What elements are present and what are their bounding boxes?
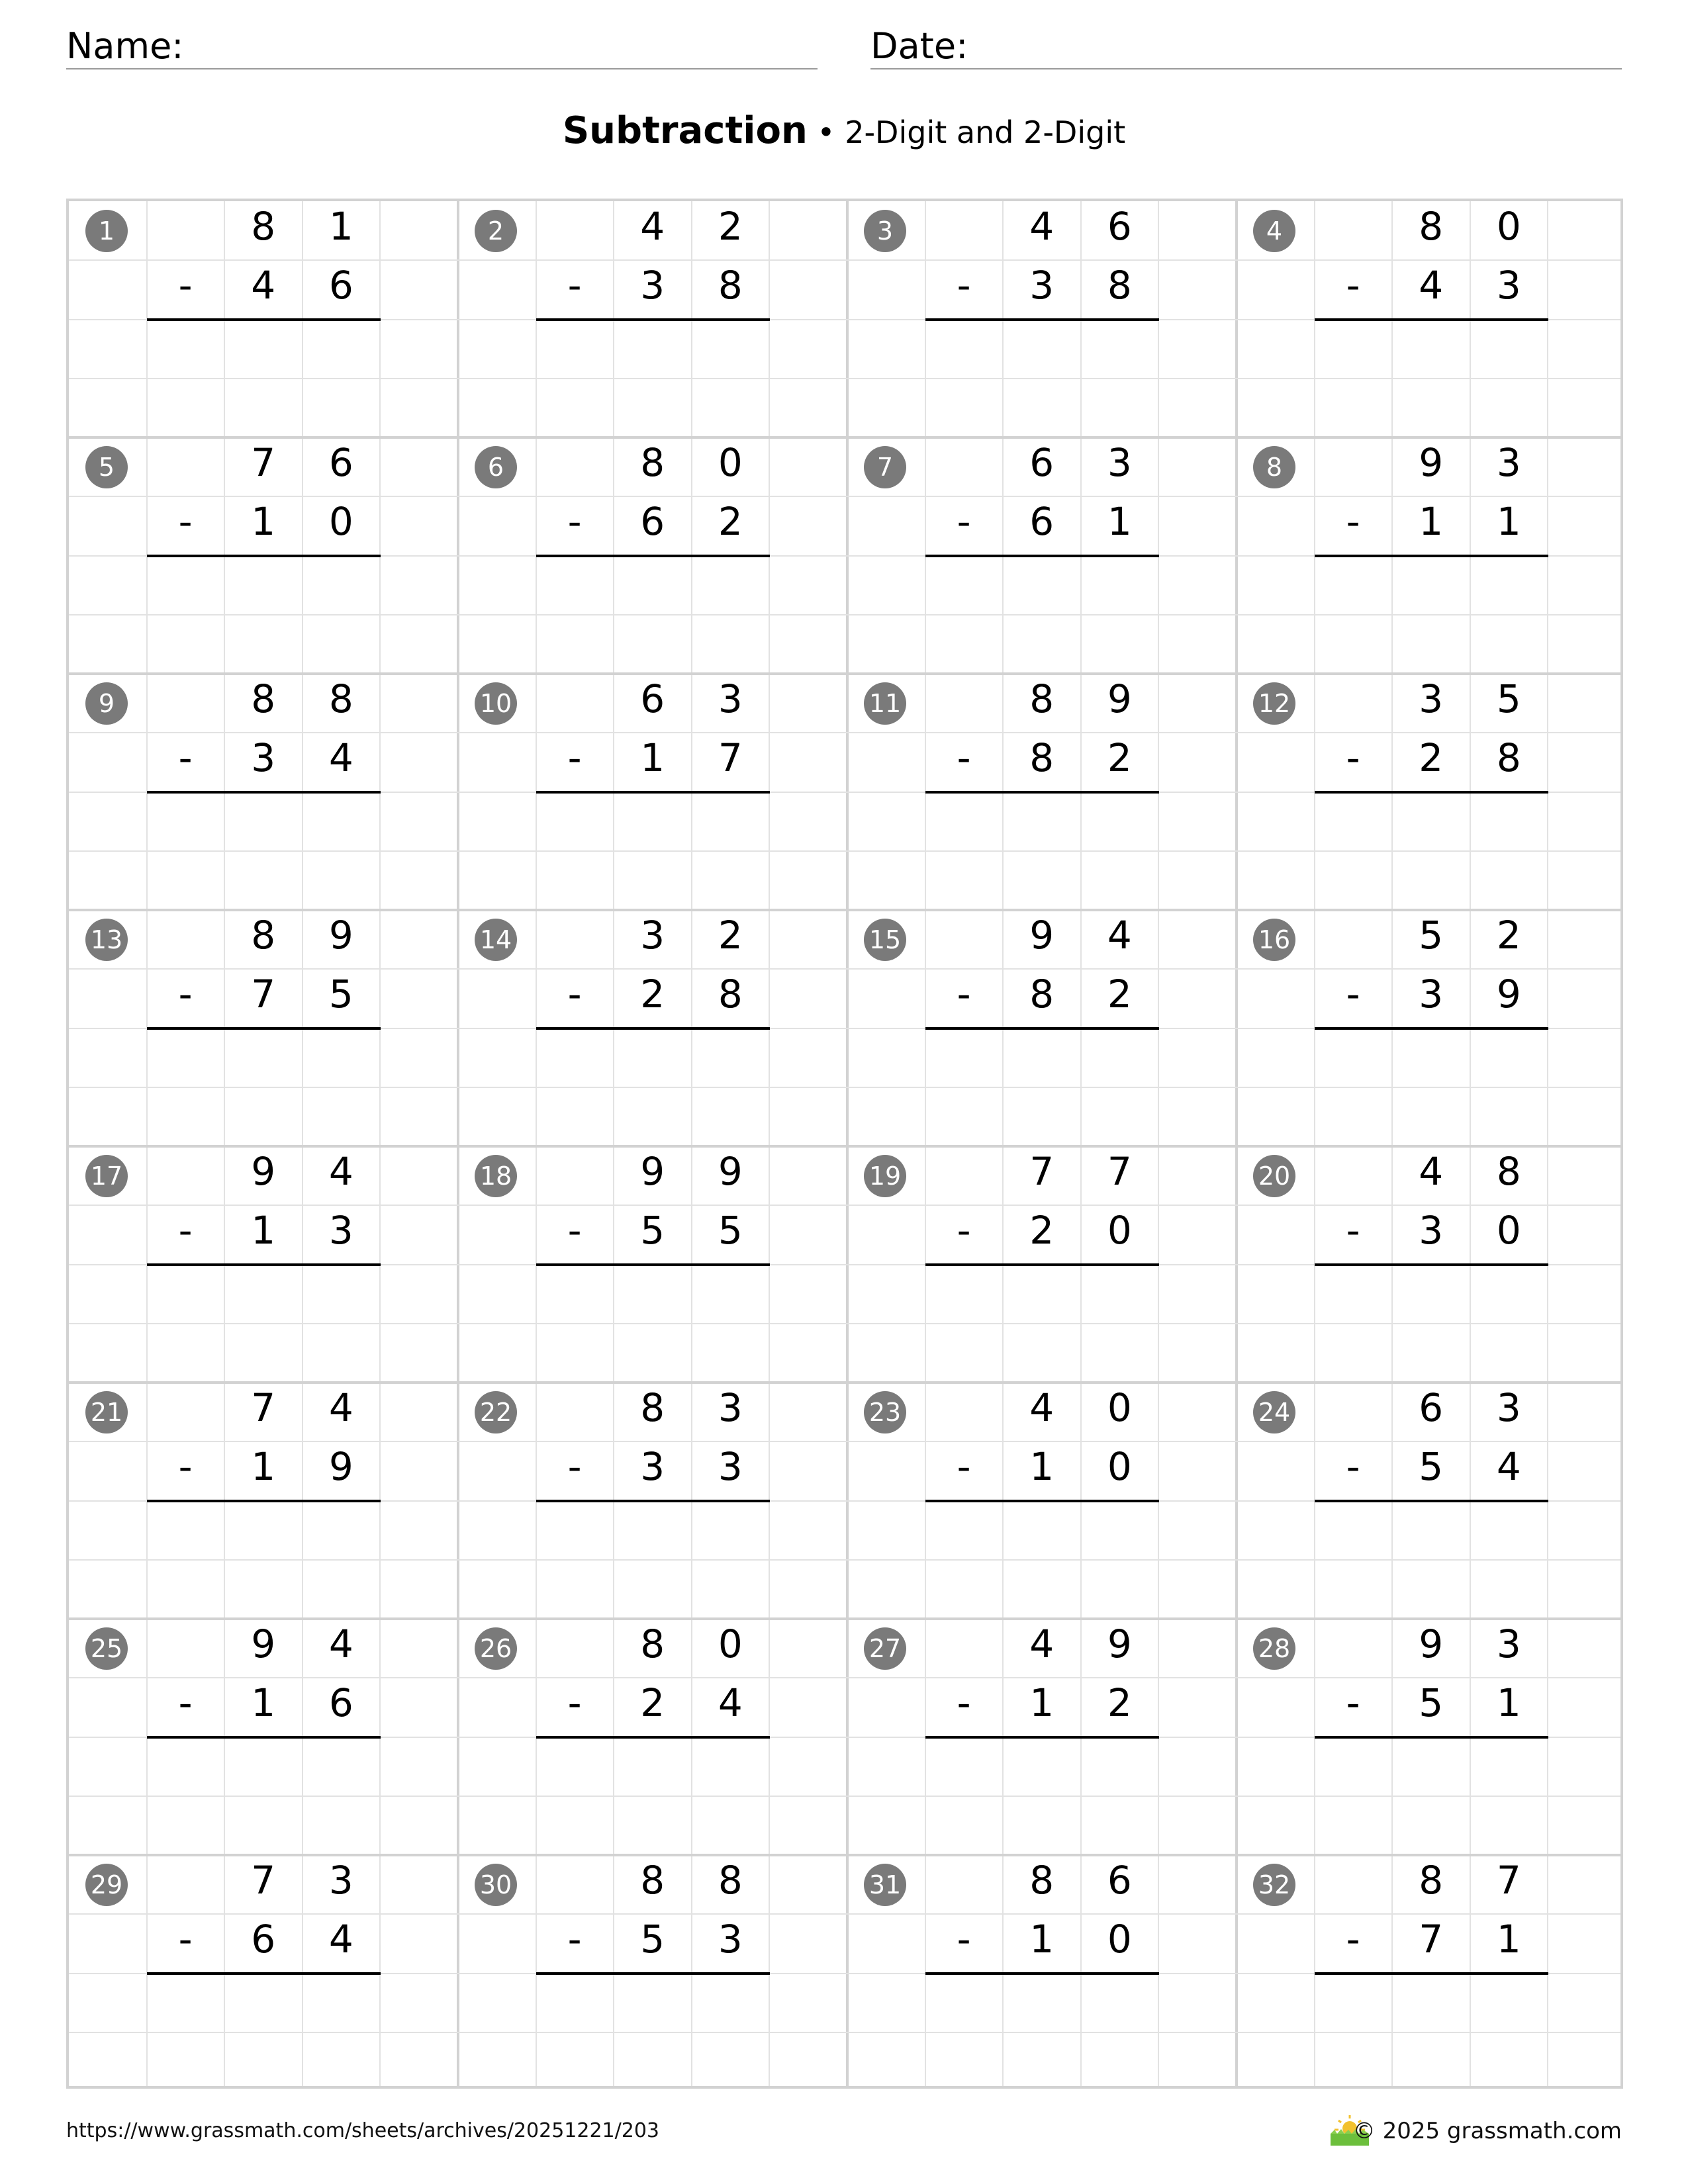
subtrahend-ones-digit: 1 [1496,499,1521,545]
subtrahend-ones-digit: 1 [1107,499,1132,545]
answer-area[interactable] [925,1975,1159,2087]
minus-sign: - [178,1444,193,1490]
minus-sign: - [178,263,193,308]
minus-sign: - [957,1208,971,1253]
minuend-ones-digit: 8 [1496,1149,1521,1194]
subtrahend-ones-digit: 5 [718,1208,743,1253]
minus-sign: - [957,735,971,781]
subtrahend-ones-digit: 3 [718,1444,743,1490]
subtrahend-ones-digit: 3 [1496,263,1521,308]
minuend-ones-digit: 4 [328,1621,353,1666]
subtrahend-tens-digit: 1 [1029,1444,1055,1490]
minuend-ones-digit: 2 [1496,913,1521,958]
subtrahend-tens-digit: 5 [1419,1680,1444,1726]
subtrahend-ones-digit: 3 [328,1208,353,1253]
minuend-ones-digit: 9 [1107,676,1132,721]
minuend-tens-digit: 8 [1029,1858,1055,1903]
problem-number-badge: 31 [864,1864,906,1906]
minuend-tens-digit: 9 [1029,913,1055,958]
problem [847,910,1237,1146]
subtrahend-ones-digit: 6 [328,1680,353,1726]
subtrahend-tens-digit: 5 [640,1208,665,1253]
minuend-tens-digit: 9 [640,1149,665,1194]
minus-sign: - [567,263,582,308]
subtrahend-tens-digit: 1 [1419,499,1444,545]
subtrahend-ones-digit: 7 [718,735,743,781]
minus-sign: - [1346,1680,1360,1726]
minuend-ones-digit: 8 [718,1858,743,1903]
minuend-tens-digit: 9 [251,1149,276,1194]
minuend-ones-digit: 2 [718,913,743,958]
answer-area[interactable] [147,321,381,433]
minus-sign: - [1346,972,1360,1017]
problem [458,1383,847,1619]
minuend-ones-digit: 0 [1107,1385,1132,1430]
subtrahend-tens-digit: 4 [1419,263,1444,308]
problem [69,1619,458,1855]
minuend-ones-digit: 3 [1496,1385,1521,1430]
subtrahend-ones-digit: 8 [718,263,743,308]
subtrahend-tens-digit: 4 [251,263,276,308]
answer-area[interactable] [925,1266,1159,1379]
subtrahend-tens-digit: 5 [1419,1444,1444,1490]
minuend-ones-digit: 3 [328,1858,353,1903]
minuend-ones-digit: 4 [328,1385,353,1430]
subtrahend-tens-digit: 1 [1029,1680,1055,1726]
problem-number-badge: 18 [475,1155,517,1197]
problem-number-badge: 10 [475,682,517,725]
minuend-ones-digit: 9 [328,913,353,958]
answer-area[interactable] [536,1502,770,1615]
minus-sign: - [957,972,971,1017]
subtrahend-ones-digit: 8 [1107,263,1132,308]
problem [1237,910,1626,1146]
minuend-ones-digit: 0 [718,1621,743,1666]
problem-number-badge: 30 [475,1864,517,1906]
problem-number-badge: 7 [864,446,906,488]
problem-number-badge: 2 [475,210,517,252]
subtrahend-ones-digit: 4 [328,735,353,781]
minuend-tens-digit: 9 [1419,1621,1444,1666]
problem [69,1146,458,1383]
minus-sign: - [567,735,582,781]
subtrahend-ones-digit: 5 [328,972,353,1017]
minuend-tens-digit: 3 [1419,676,1444,721]
minus-sign: - [567,972,582,1017]
subtrahend-ones-digit: 9 [1496,972,1521,1017]
subtrahend-tens-digit: 1 [251,499,276,545]
subtrahend-ones-digit: 9 [328,1444,353,1490]
minuend-ones-digit: 7 [1496,1858,1521,1903]
answer-area[interactable] [147,1502,381,1615]
subtrahend-ones-digit: 2 [1107,1680,1132,1726]
problem [458,1619,847,1855]
date-label: Date: [870,25,968,67]
minuend-tens-digit: 3 [640,913,665,958]
minus-sign: - [957,499,971,545]
answer-area[interactable] [147,1975,381,2087]
answer-area[interactable] [536,321,770,433]
problem-number-badge: 9 [85,682,128,725]
minuend-ones-digit: 3 [718,676,743,721]
answer-area[interactable] [925,557,1159,670]
minus-sign: - [178,972,193,1017]
subtrahend-ones-digit: 0 [1107,1917,1132,1962]
subtrahend-ones-digit: 0 [328,499,353,545]
answer-area[interactable] [536,1030,770,1142]
problem [69,1383,458,1619]
subtrahend-tens-digit: 6 [640,499,665,545]
minuend-tens-digit: 9 [251,1621,276,1666]
problem [1237,1855,1626,2091]
subtrahend-tens-digit: 6 [251,1917,276,1962]
answer-area[interactable] [1315,557,1548,670]
minuend-tens-digit: 8 [251,676,276,721]
minuend-ones-digit: 5 [1496,676,1521,721]
minuend-tens-digit: 6 [1419,1385,1444,1430]
subtrahend-tens-digit: 1 [251,1680,276,1726]
answer-area[interactable] [147,1030,381,1142]
subtrahend-tens-digit: 3 [251,735,276,781]
minuend-tens-digit: 4 [1029,1621,1055,1666]
minus-sign: - [178,499,193,545]
problem [69,1855,458,2091]
answer-area[interactable] [536,794,770,906]
minus-sign: - [957,1917,971,1962]
answer-area[interactable] [147,1739,381,1851]
problem-number-badge: 12 [1253,682,1295,725]
answer-area[interactable] [1315,1502,1548,1615]
problem-number-badge: 19 [864,1155,906,1197]
minus-sign: - [1346,1208,1360,1253]
title-main: Subtraction [562,109,808,152]
subtrahend-ones-digit: 0 [1107,1208,1132,1253]
minuend-tens-digit: 9 [1419,440,1444,485]
subtrahend-tens-digit: 2 [1419,735,1444,781]
answer-area[interactable] [925,1502,1159,1615]
minus-sign: - [567,1444,582,1490]
problem [1237,1146,1626,1383]
minuend-tens-digit: 6 [640,676,665,721]
answer-area[interactable] [147,794,381,906]
minus-sign: - [567,499,582,545]
subtrahend-ones-digit: 2 [1107,972,1132,1017]
problem [847,674,1237,910]
subtrahend-tens-digit: 6 [1029,499,1055,545]
minus-sign: - [1346,735,1360,781]
answer-area[interactable] [1315,794,1548,906]
problem-number-badge: 4 [1253,210,1295,252]
problem [1237,1383,1626,1619]
subtrahend-ones-digit: 2 [718,499,743,545]
minuend-ones-digit: 3 [1496,440,1521,485]
problem-number-badge: 1 [85,210,128,252]
minus-sign: - [178,1680,193,1726]
problem [69,910,458,1146]
title-subtitle: • 2-Digit and 2-Digit [807,114,1126,150]
minus-sign: - [567,1680,582,1726]
answer-area[interactable] [1315,1739,1548,1851]
minuend-ones-digit: 3 [1496,1621,1521,1666]
minuend-ones-digit: 8 [328,676,353,721]
minuend-tens-digit: 8 [251,913,276,958]
minus-sign: - [178,735,193,781]
minuend-ones-digit: 4 [328,1149,353,1194]
problem [1237,1619,1626,1855]
subtrahend-tens-digit: 3 [640,263,665,308]
problem-number-badge: 25 [85,1627,128,1670]
minuend-tens-digit: 8 [640,1858,665,1903]
subtrahend-ones-digit: 1 [1496,1917,1521,1962]
minuend-tens-digit: 4 [1029,1385,1055,1430]
problem-number-badge: 29 [85,1864,128,1906]
minus-sign: - [567,1917,582,1962]
answer-area[interactable] [925,1030,1159,1142]
subtrahend-ones-digit: 6 [328,263,353,308]
answer-area[interactable] [925,321,1159,433]
subtrahend-tens-digit: 7 [1419,1917,1444,1962]
minuend-tens-digit: 8 [640,1385,665,1430]
problem-number-badge: 22 [475,1391,517,1433]
subtrahend-ones-digit: 4 [718,1680,743,1726]
minus-sign: - [567,1208,582,1253]
problem [847,1619,1237,1855]
answer-area[interactable] [925,1739,1159,1851]
problem-number-badge: 11 [864,682,906,725]
subtrahend-tens-digit: 2 [1029,1208,1055,1253]
answer-area[interactable] [1315,1266,1548,1379]
problem-number-badge: 6 [475,446,517,488]
subtrahend-tens-digit: 1 [1029,1917,1055,1962]
problem-number-badge: 23 [864,1391,906,1433]
minuend-tens-digit: 6 [1029,440,1055,485]
subtrahend-tens-digit: 3 [1419,972,1444,1017]
problem [847,1855,1237,2091]
problem-number-badge: 15 [864,919,906,961]
problem-number-badge: 21 [85,1391,128,1433]
problem-number-badge: 14 [475,919,517,961]
minuend-ones-digit: 6 [1107,204,1132,249]
minuend-ones-digit: 1 [328,204,353,249]
minuend-tens-digit: 4 [640,204,665,249]
problem [458,910,847,1146]
minuend-ones-digit: 7 [1107,1149,1132,1194]
minuend-ones-digit: 0 [1496,204,1521,249]
problem [458,1855,847,2091]
minus-sign: - [178,1917,193,1962]
minus-sign: - [1346,1444,1360,1490]
minuend-tens-digit: 7 [251,1858,276,1903]
minuend-ones-digit: 9 [718,1149,743,1194]
subtrahend-ones-digit: 4 [1496,1444,1521,1490]
problem [1237,201,1626,437]
subtrahend-tens-digit: 8 [1029,735,1055,781]
problem [1237,674,1626,910]
worksheet-title [0,105,1688,159]
subtrahend-ones-digit: 8 [718,972,743,1017]
problem [847,1383,1237,1619]
subtrahend-tens-digit: 2 [640,1680,665,1726]
subtrahend-tens-digit: 5 [640,1917,665,1962]
answer-area[interactable] [1315,1030,1548,1142]
subtrahend-tens-digit: 1 [640,735,665,781]
subtrahend-ones-digit: 2 [1107,735,1132,781]
minuend-tens-digit: 4 [1419,1149,1444,1194]
problem-number-badge: 5 [85,446,128,488]
problem-number-badge: 32 [1253,1864,1295,1906]
problem [1237,437,1626,674]
minuend-tens-digit: 7 [251,1385,276,1430]
subtrahend-ones-digit: 8 [1496,735,1521,781]
minuend-tens-digit: 8 [640,440,665,485]
problem-number-badge: 13 [85,919,128,961]
subtrahend-ones-digit: 4 [328,1917,353,1962]
answer-area[interactable] [536,1975,770,2087]
minus-sign: - [957,1680,971,1726]
subtrahend-tens-digit: 1 [251,1444,276,1490]
subtrahend-tens-digit: 7 [251,972,276,1017]
problem-grid [66,199,1623,2089]
problem [69,201,458,437]
minuend-tens-digit: 8 [1419,204,1444,249]
problem-number-badge: 28 [1253,1627,1295,1670]
date-field[interactable] [870,0,1622,69]
problem-number-badge: 8 [1253,446,1295,488]
minuend-ones-digit: 6 [1107,1858,1132,1903]
footer-url: https://www.grassmath.com/sheets/archives/20251221/203 [66,2119,660,2142]
answer-area[interactable] [536,1739,770,1851]
minuend-tens-digit: 7 [251,440,276,485]
minus-sign: - [1346,1917,1360,1962]
answer-area[interactable] [1315,321,1548,433]
problem [847,201,1237,437]
minus-sign: - [1346,263,1360,308]
subtrahend-tens-digit: 3 [1419,1208,1444,1253]
problem [458,437,847,674]
problem-number-badge: 3 [864,210,906,252]
minuend-tens-digit: 7 [1029,1149,1055,1194]
answer-area[interactable] [536,1266,770,1379]
name-field[interactable] [66,0,818,69]
problem-number-badge: 27 [864,1627,906,1670]
footer-copyright: © 2025 grassmath.com [1352,2118,1622,2144]
minuend-ones-digit: 4 [1107,913,1132,958]
minuend-ones-digit: 9 [1107,1621,1132,1666]
problem-number-badge: 26 [475,1627,517,1670]
minuend-tens-digit: 8 [640,1621,665,1666]
subtrahend-ones-digit: 0 [1107,1444,1132,1490]
minuend-ones-digit: 6 [328,440,353,485]
problem [458,201,847,437]
minuend-tens-digit: 4 [1029,204,1055,249]
problem-number-badge: 17 [85,1155,128,1197]
answer-area[interactable] [925,794,1159,906]
minus-sign: - [957,263,971,308]
answer-area[interactable] [1315,1975,1548,2087]
problem [458,674,847,910]
subtrahend-ones-digit: 1 [1496,1680,1521,1726]
minus-sign: - [1346,499,1360,545]
minus-sign: - [178,1208,193,1253]
problem-number-badge: 24 [1253,1391,1295,1433]
subtrahend-tens-digit: 3 [640,1444,665,1490]
subtrahend-tens-digit: 1 [251,1208,276,1253]
minuend-ones-digit: 3 [718,1385,743,1430]
subtrahend-tens-digit: 3 [1029,263,1055,308]
problem [847,1146,1237,1383]
subtrahend-ones-digit: 0 [1496,1208,1521,1253]
minuend-tens-digit: 8 [1419,1858,1444,1903]
subtrahend-ones-digit: 3 [718,1917,743,1962]
minuend-tens-digit: 5 [1419,913,1444,958]
name-label: Name: [66,25,184,67]
subtrahend-tens-digit: 2 [640,972,665,1017]
minuend-ones-digit: 2 [718,204,743,249]
problem-number-badge: 16 [1253,919,1295,961]
minuend-tens-digit: 8 [251,204,276,249]
problem [69,674,458,910]
subtrahend-tens-digit: 8 [1029,972,1055,1017]
answer-area[interactable] [536,557,770,670]
minuend-tens-digit: 8 [1029,676,1055,721]
answer-area[interactable] [147,1266,381,1379]
answer-area[interactable] [147,557,381,670]
problem [69,437,458,674]
minuend-ones-digit: 0 [718,440,743,485]
minus-sign: - [957,1444,971,1490]
problem-number-badge: 20 [1253,1155,1295,1197]
minuend-ones-digit: 3 [1107,440,1132,485]
problem [847,437,1237,674]
problem [458,1146,847,1383]
